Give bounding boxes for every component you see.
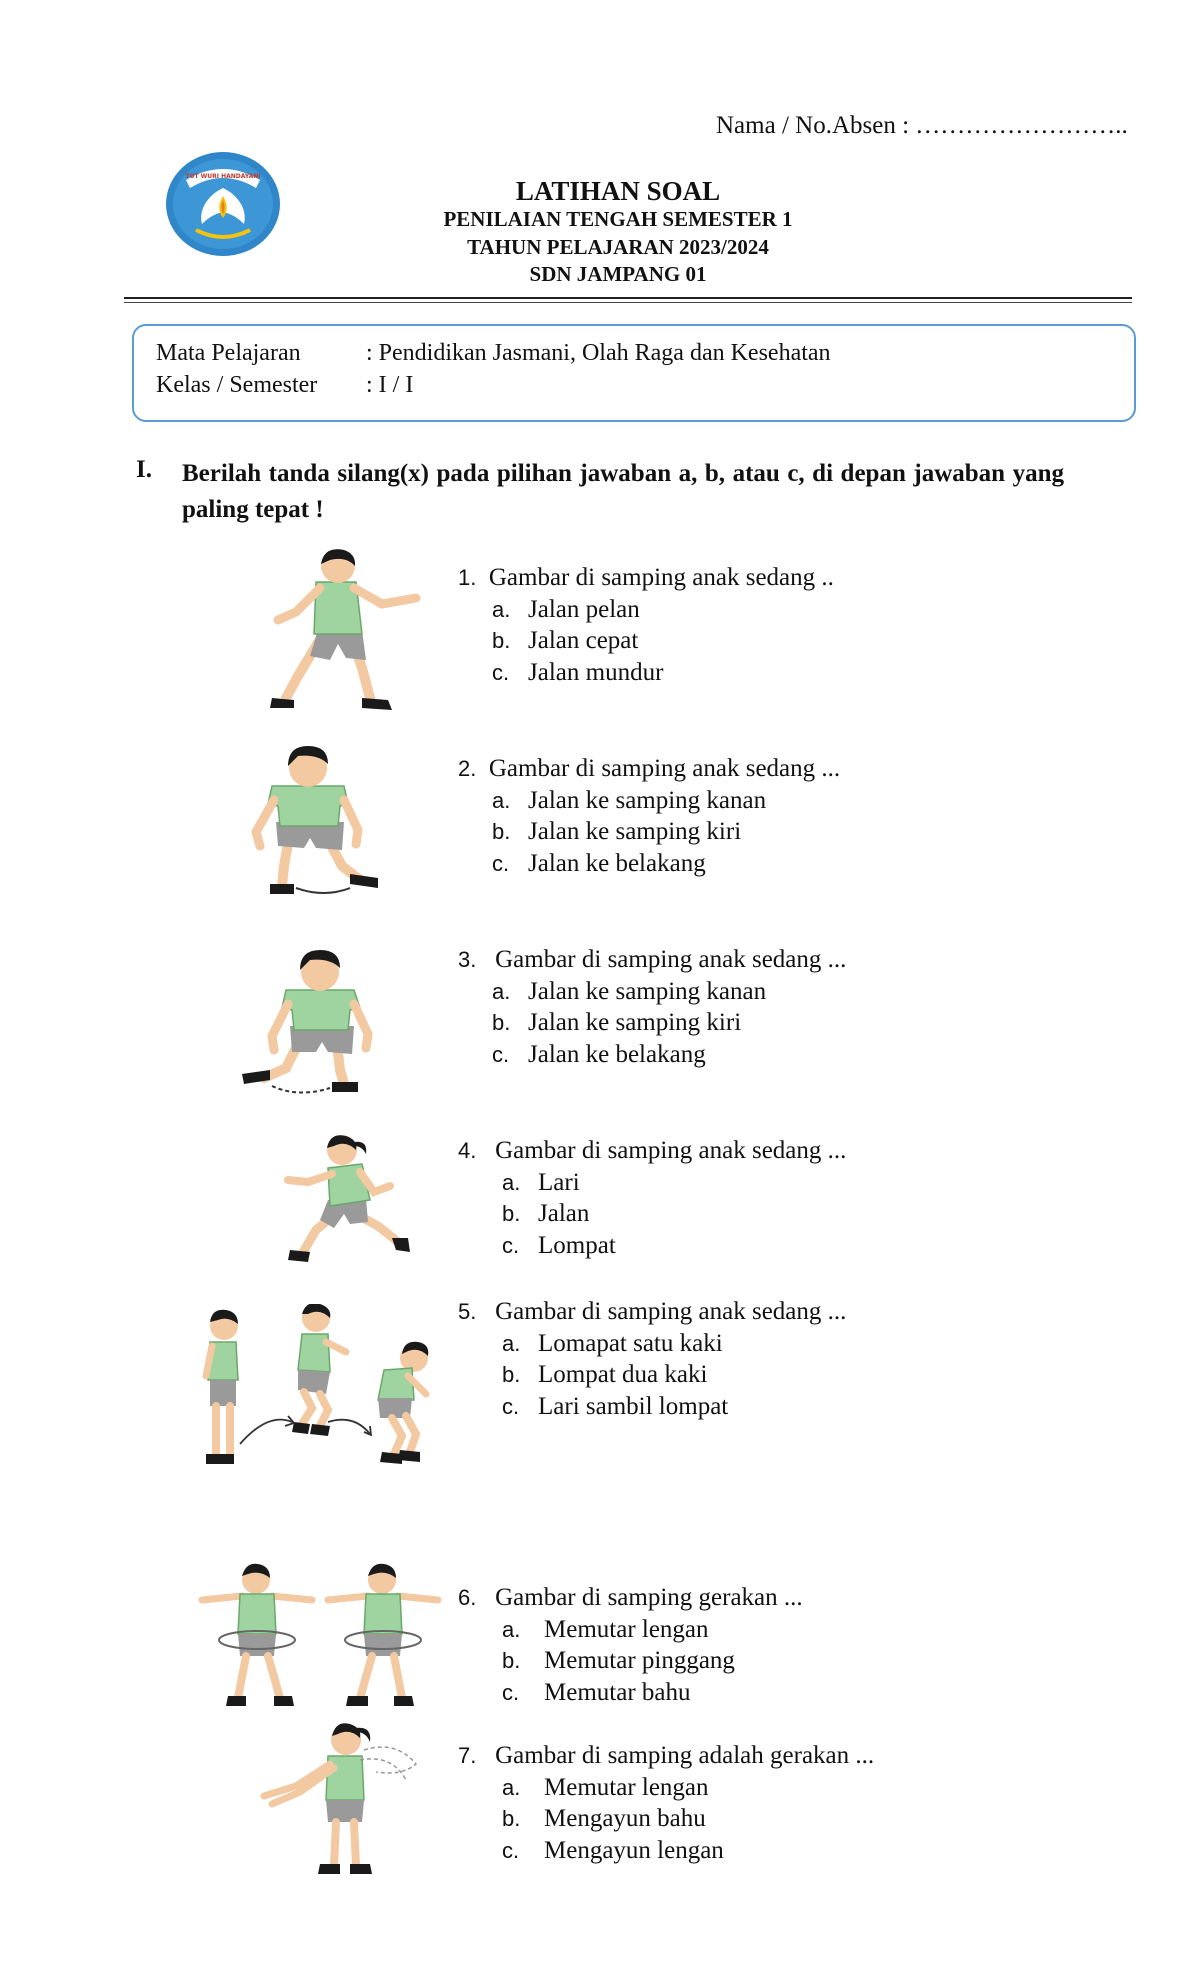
option-text: Jalan ke samping kanan (528, 977, 767, 1005)
option-letter: a. (502, 1774, 521, 1800)
option-b[interactable] (458, 625, 834, 657)
side-step-left-child-image (236, 950, 406, 1100)
question-number: 7. (458, 1743, 477, 1768)
option-text: Lompat (538, 1231, 616, 1259)
question-text: Gambar di samping gerakan ... (495, 1584, 803, 1611)
question-number: 2. (458, 756, 477, 781)
option-letter: a. (502, 1330, 521, 1356)
school-year: TAHUN PELAJARAN 2023/2024 (467, 235, 769, 259)
subject-row (156, 340, 831, 367)
option-c[interactable] (458, 1039, 846, 1071)
option-text: Lari sambil lompat (538, 1392, 729, 1420)
option-letter: c. (492, 1041, 510, 1067)
walking-child-image (258, 548, 428, 716)
option-text: Jalan pelan (528, 595, 640, 623)
subject-value: : Pendidikan Jasmani, Olah Raga dan Kesehatan (366, 340, 831, 366)
question-5 (458, 1296, 846, 1422)
option-text: Jalan ke belakang (528, 1040, 706, 1068)
section-instruction: Berilah tanda silang(x) pada pilihan jawaban a, b, atau c, di depan jawaban yang paling tepat ! (182, 460, 1064, 523)
doc-subtitle: PENILAIAN TENGAH SEMESTER 1 (443, 207, 793, 231)
question-text: Gambar di samping anak sedang ... (495, 1137, 847, 1164)
question-2 (458, 753, 840, 879)
option-b[interactable] (458, 1198, 846, 1230)
class-row (156, 372, 413, 399)
option-c[interactable] (458, 1230, 846, 1262)
option-text: Memutar bahu (544, 1678, 691, 1706)
option-text: Jalan cepat (528, 627, 639, 654)
question-4 (458, 1135, 846, 1261)
question-6 (458, 1582, 803, 1708)
jumping-sequence-image (188, 1304, 452, 1476)
question-text: Gambar di samping anak sedang ... (495, 946, 847, 973)
question-1 (458, 562, 834, 688)
option-text: Memutar lengan (544, 1773, 709, 1801)
option-letter: b. (492, 819, 511, 844)
option-text: Jalan mundur (528, 658, 664, 686)
option-letter: c. (502, 1232, 520, 1258)
option-b[interactable] (458, 816, 840, 848)
option-letter: c. (492, 850, 510, 876)
option-text: Memutar pinggang (544, 1647, 735, 1674)
waist-rotation-image (194, 1562, 446, 1712)
header-divider-thin (124, 302, 1132, 303)
option-letter: b. (502, 1806, 521, 1831)
option-text: Jalan ke samping kiri (528, 818, 742, 845)
doc-title: LATIHAN SOAL (515, 176, 721, 206)
option-a[interactable] (458, 1614, 803, 1646)
question-number: 3. (458, 947, 477, 972)
question-number: 6. (458, 1585, 477, 1610)
option-a[interactable] (458, 1772, 874, 1804)
header-divider (124, 297, 1132, 299)
running-girl-image (272, 1134, 422, 1268)
class-value: : I / I (366, 372, 414, 398)
option-letter: b. (502, 1648, 521, 1673)
subject-info-box (132, 324, 1136, 422)
option-text: Mengayun bahu (544, 1805, 706, 1832)
question-3 (458, 944, 846, 1070)
option-c[interactable] (458, 1835, 874, 1867)
question-number: 1. (458, 565, 477, 590)
option-c[interactable] (458, 848, 840, 880)
option-letter: b. (502, 1201, 521, 1226)
option-text: Jalan ke belakang (528, 849, 706, 877)
option-b[interactable] (458, 1007, 846, 1039)
option-text: Jalan (538, 1200, 590, 1227)
option-letter: c. (502, 1837, 520, 1863)
option-a[interactable] (458, 976, 846, 1008)
option-letter: b. (502, 1362, 521, 1387)
option-b[interactable] (458, 1803, 874, 1835)
option-b[interactable] (458, 1359, 846, 1391)
section-number: I. (136, 456, 152, 483)
option-letter: a. (502, 1169, 521, 1195)
side-step-child-image (232, 742, 400, 902)
option-letter: c. (492, 659, 510, 685)
question-7 (458, 1740, 874, 1866)
option-letter: a. (492, 978, 511, 1004)
option-a[interactable] (458, 1167, 846, 1199)
option-text: Lari (538, 1168, 580, 1196)
question-text: Gambar di samping anak sedang ... (488, 755, 841, 782)
option-letter: a. (492, 787, 511, 813)
option-letter: b. (492, 1010, 511, 1035)
option-letter: a. (492, 596, 511, 622)
class-label: Kelas / Semester (156, 372, 318, 398)
option-text: Jalan ke samping kanan (528, 786, 767, 814)
option-letter: c. (502, 1679, 520, 1705)
option-text: Jalan ke samping kiri (528, 1009, 742, 1036)
logo-motto: TUT WURI HANDAYANI (185, 173, 261, 180)
option-a[interactable] (458, 1328, 846, 1360)
option-text: Lomapat satu kaki (538, 1329, 723, 1357)
option-c[interactable] (458, 1677, 803, 1709)
question-number: 4. (458, 1138, 477, 1163)
school-name: SDN JAMPANG 01 (529, 262, 707, 286)
option-a[interactable] (458, 785, 840, 817)
option-letter: b. (492, 628, 511, 653)
option-c[interactable] (458, 657, 834, 689)
name-absence-line: Nama / No.Absen : …………………….. (716, 112, 1128, 139)
option-letter: a. (502, 1616, 521, 1642)
option-a[interactable] (458, 594, 834, 626)
subject-label: Mata Pelajaran (156, 340, 301, 366)
option-b[interactable] (458, 1645, 803, 1677)
option-text: Lompat dua kaki (538, 1361, 708, 1388)
question-text: Gambar di samping anak sedang .. (488, 564, 834, 591)
option-text: Memutar lengan (544, 1615, 709, 1643)
arm-swing-girl-image (256, 1720, 426, 1882)
option-letter: c. (502, 1393, 520, 1419)
question-text: Gambar di samping adalah gerakan ... (495, 1742, 875, 1769)
option-text: Mengayun lengan (544, 1836, 724, 1864)
question-number: 5. (458, 1299, 477, 1324)
option-c[interactable] (458, 1391, 846, 1423)
question-text: Gambar di samping anak sedang ... (495, 1298, 847, 1325)
